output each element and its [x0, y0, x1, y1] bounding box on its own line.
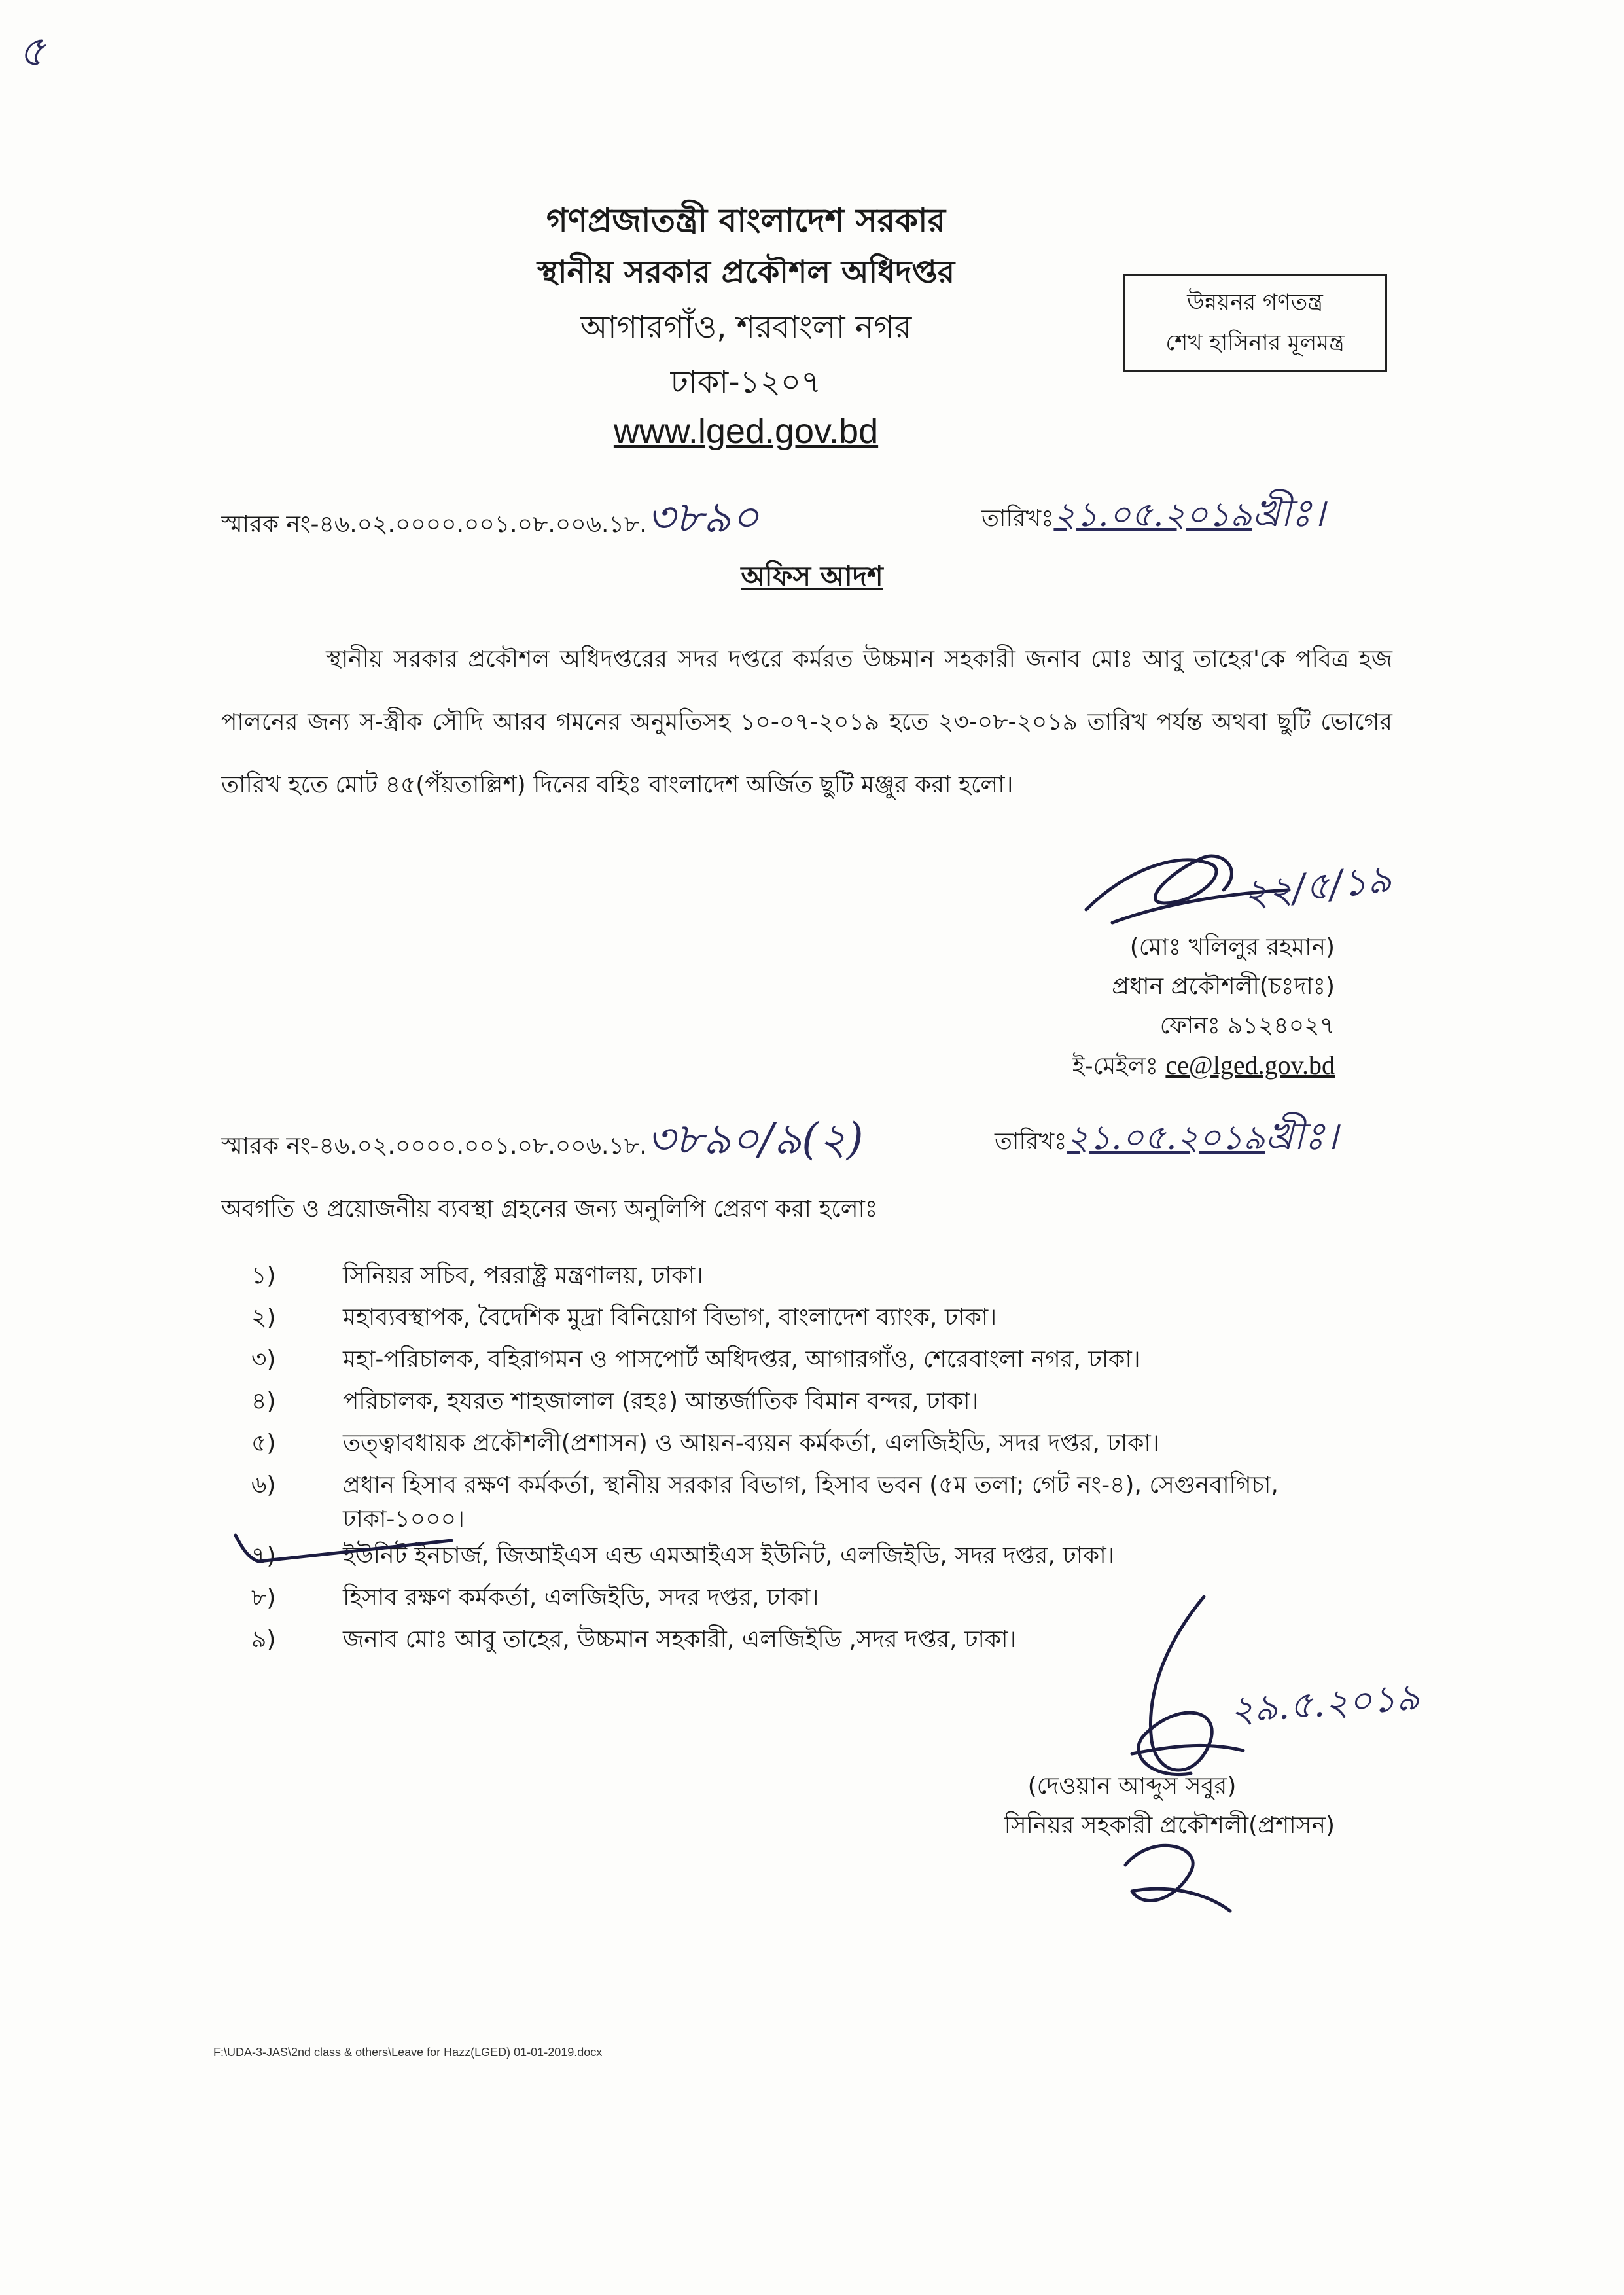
slogan-box [1123, 274, 1387, 372]
list-item [251, 1383, 1462, 1423]
department-name: স্থানীয় সরকার প্রকৌশল অধিদপ্তর [537, 254, 955, 291]
government-name: গণপ্রজাতন্ত্রী বাংলাদেশ সরকার [546, 202, 945, 240]
signatory-phone: ফোনঃ ৯১২৪০২৭ [1159, 1012, 1335, 1039]
signature-2-handwriting [1073, 1584, 1426, 1924]
email-link[interactable]: ce@lged.gov.bd [1165, 1050, 1335, 1080]
memo-date-2 [995, 1107, 1338, 1171]
list-item-text: সিনিয়র সচিব, পররাষ্ট্র মন্ত্রণালয়, ঢাকা। [343, 1262, 704, 1289]
copy-intro: অবগতি ও প্রয়োজনীয় ব্যবস্থা গ্রহনের জন্য অনুলিপি প্রেরণ করা হলোঃ [221, 1196, 878, 1222]
memo-handwritten-number: ৩৮৯০/৯(২) [646, 1114, 864, 1164]
handwritten-suffix: খ্রীঃ। [1252, 491, 1326, 535]
signature-block-1 [851, 928, 1335, 1086]
list-item-text: তত্ত্বাবধায়ক প্রকৌশলী(প্রশাসন) ও আয়ন-ব্যয়ন কর্মকর্তা, এলজিইডি, সদর দপ্তর, ঢাকা। [343, 1430, 1159, 1457]
slogan-line-2: শেখ হাসিনার মূলমন্ত্র [1165, 330, 1345, 356]
list-item-number: ৯) [251, 1626, 276, 1653]
slogan-line-1: উন্নয়নর গণতন্ত্র [1187, 289, 1323, 315]
handwritten-date: ২১.০৫.২০১৯ [1067, 1118, 1265, 1158]
memo-date-1 [981, 484, 1325, 548]
initials-stroke [1125, 1845, 1230, 1911]
letterhead [419, 196, 1073, 452]
corner-handwritten-mark: ৫ [18, 27, 46, 76]
signatory-name: (মোঃ খলিলুর রহমান) [1129, 934, 1335, 961]
file-path-footer: F:\UDA-3-JAS\2nd class & others\Leave for Hazz(LGED) 01-01-2019.docx [213, 2046, 603, 2059]
memo-number-2 [221, 1106, 864, 1178]
date-label: তারিখঃ [995, 1128, 1067, 1155]
list-item-text: মহা-পরিচালক, বহিরাগমন ও পাসপোর্ট অধিদপ্তর, আগারগাঁও, শেরেবাংলা নগর, ঢাকা। [343, 1346, 1140, 1373]
signatory-designation: সিনিয়র সহকারী প্রকৌশলী(প্রশাসন) [1004, 1812, 1335, 1839]
list-item-number: ৪) [251, 1388, 276, 1415]
tick-stroke [236, 1535, 451, 1561]
list-item-text: জনাব মোঃ আবু তাহের, উচ্চমান সহকারী, এলজিইডি ,সদর দপ্তর, ঢাকা। [343, 1626, 1017, 1653]
list-item-text: ইউনিট ইনচার্জ, জিআইএস এন্ড এমআইএস ইউনিট, এলজিইডি, সদর দপ্তর, ঢাকা। [343, 1542, 1115, 1569]
list-item [251, 1425, 1462, 1465]
address-line: আগারগাঁও, শরবাংলা নগর [580, 309, 912, 346]
list-item [251, 1342, 1462, 1381]
memo-handwritten-number: ৩৮৯০ [646, 492, 760, 543]
signature-2-date: ২৯.৫.২০১৯ [1228, 1675, 1421, 1732]
list-item-text: পরিচালক, হযরত শাহজালাল (রহঃ) আন্তর্জাতিক বিমান বন্দর, ঢাকা। [343, 1388, 979, 1415]
signatory-designation: প্রধান প্রকৌশলী(চঃদাঃ) [1112, 973, 1335, 1000]
signatory-name: (দেওয়ান আব্দুস সবুর) [1027, 1773, 1237, 1800]
list-item-text: প্রধান হিসাব রক্ষণ কর্মকর্তা, স্থানীয় সরকার বিভাগ, হিসাব ভবন (৫ম তলা; গেট নং-৪), সেগুনবাগিচা, [343, 1472, 1279, 1499]
date-label: তারিখঃ [981, 505, 1054, 532]
list-item-number: ৩) [251, 1346, 276, 1373]
list-item-text: হিসাব রক্ষণ কর্মকর্তা, এলজিইডি, সদর দপ্তর, ঢাকা। [343, 1584, 819, 1611]
memo-label: স্মারক নং-৪৬.০২.০০০০.০০১.০৮.০০৬.১৮. [221, 1133, 647, 1160]
memo-label: স্মারক নং-৪৬.০২.০০০০.০০১.০৮.০০৬.১৮. [221, 511, 647, 538]
list-item-number: ২) [251, 1304, 276, 1331]
list-item-number: ৬) [251, 1472, 276, 1499]
order-body-text: স্থানীয় সরকার প্রকৌশল অধিদপ্তরের সদর দপ্তরে কর্মরত উচ্চমান সহকারী জনাব মোঃ আবু তাহের'কে পবিত্র হজ পালনের জন্য স-স্ত্রীক সৌদি আরব গমনের অনুমতিসহ ১০-০৭-২০১৯ হতে ২৩-০৮-২০১৯ তারিখ পর্যন্ত অথবা ছুটি ভোগের তারিখ হতে মোট ৪৫(পঁয়তাল্লিশ) দিনের বহিঃ বাংলাদেশ অর্জিত ছুটি মঞ্জুর করা হলো। [221, 646, 1392, 798]
signature-stroke [1132, 1745, 1243, 1754]
handwritten-suffix: খ্রীঃ। [1265, 1114, 1339, 1158]
list-item-number: ৮) [251, 1584, 276, 1611]
signature-1-date: ২২/৫/১৯ [1241, 856, 1394, 916]
signatory-email-row [851, 1046, 1335, 1086]
list-item [251, 1300, 1462, 1339]
item-7-handwritten-mark [229, 1529, 465, 1568]
handwritten-date: ২১.০৫.২০১৯ [1053, 495, 1252, 535]
list-item [251, 1258, 1462, 1297]
memo-number-1 [221, 484, 759, 556]
list-item-number: ৭) [251, 1542, 276, 1569]
order-title: অফিস আদশ [741, 560, 883, 592]
signature-stroke [1086, 856, 1231, 910]
list-item-text-continued: ঢাকা-১০০০। [343, 1506, 465, 1533]
signature-block-2 [851, 1767, 1335, 1845]
list-item-text: মহাব্যবস্থাপক, বৈদেশিক মুদ্রা বিনিয়োগ বিভাগ, বাংলাদেশ ব্যাংক, ঢাকা। [343, 1304, 997, 1331]
email-label: ই-মেইলঃ [1072, 1053, 1166, 1080]
list-item-number: ৫) [251, 1430, 276, 1457]
list-item-number: ১) [251, 1262, 276, 1289]
city-postcode: ঢাকা-১২০৭ [670, 364, 822, 400]
website-link[interactable]: www.lged.gov.bd [613, 412, 879, 451]
